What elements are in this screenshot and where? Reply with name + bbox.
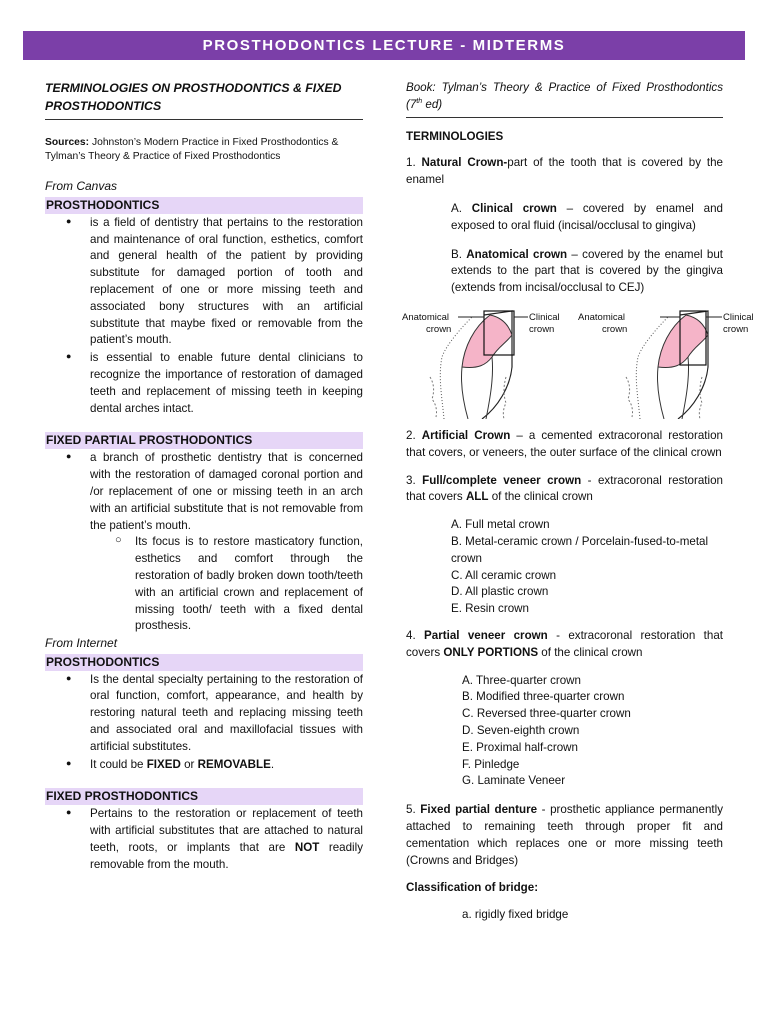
text-run: A. [451, 201, 472, 215]
superscript: th [416, 97, 423, 105]
tooth-diagram [402, 307, 768, 419]
text-run: – covered by enamel and exposed to oral fluid (incisal/occlusal to gingiva) [451, 201, 723, 232]
list-item: ● is a field of dentistry that pertains to the restoration and maintenance of oral function, esthetics, comfort and general health of the patient by providing substitute for damaged portion of tooth and replacement of one or more missing teeth and associated bony structures with an artificial substitute that maybe fixed or removable from the patient’s mouth. [45, 215, 363, 349]
text-run: ed) [422, 97, 443, 111]
list-item: ● is essential to enable future dental clinicians to recognize the importance of restoration of damaged teeth and replacement of missing teeth in keeping dental arches intact. [45, 350, 363, 417]
list-item: D. All plastic crown [451, 585, 549, 599]
label-crown-1: crown [426, 323, 452, 335]
sub-list [90, 534, 363, 635]
prosthodontics-list [45, 215, 363, 418]
list-item: B. Metal-ceramic crown / Porcelain-fused-to-metal crown [451, 534, 709, 565]
label-clinical-1: Clinical [529, 311, 560, 323]
text-run: or [180, 757, 198, 771]
label-crownc-2: crown [723, 323, 749, 335]
text-run: 1. [406, 156, 422, 170]
list-item: C. All ceramic crown [451, 568, 557, 582]
text-run: - extracoronal restoration that covers [406, 628, 723, 659]
text-run: of the clinical crown [538, 645, 643, 659]
sources-note [45, 136, 363, 165]
label-clinical-2: Clinical [723, 311, 754, 323]
term-partial-veneer-crown [406, 628, 723, 662]
text-run: . [270, 757, 275, 771]
text-run-bold: Natural Crown- [421, 156, 508, 170]
text-run: 5. [406, 803, 421, 817]
list-item [45, 806, 363, 873]
section-title-prosthodontics: PROSTHODONTICS [45, 197, 363, 214]
text-run-bold: Full/complete veneer crown [422, 473, 582, 487]
text-run: 4. [406, 628, 425, 642]
text-run: - prosthetic appliance permanently attached to remaining teeth through proper fit and cementation which replaces one or more missing teeth (Crowns and Bridges) [406, 803, 723, 867]
partial-veneer-types [406, 673, 723, 791]
term-full-veneer-crown [406, 473, 723, 507]
list-item: G. Laminate Veneer [462, 774, 566, 788]
label-anatomical-2: Anatomical [578, 311, 625, 323]
full-veneer-types [406, 517, 723, 618]
text-run: Book: Tylman’s Theory & Practice of Fixed Prosthodontics (7 [406, 81, 723, 111]
text-run-bold: Fixed partial denture [420, 803, 538, 817]
text-run-bold: ONLY PORTIONS [443, 645, 539, 659]
section-title-prosthodontics-internet: PROSTHODONTICS [45, 654, 363, 671]
term-natural-crown [406, 155, 723, 189]
text-run: part of the tooth that is covered by the enamel [406, 156, 724, 187]
sources-label: Sources: [45, 136, 90, 148]
term-anatomical-crown [406, 247, 723, 297]
label-crownc-1: crown [529, 323, 555, 335]
list-item: C. Reversed three-quarter crown [462, 707, 631, 721]
text-run: 3. [406, 473, 423, 487]
from-internet-label: From Internet [45, 636, 118, 651]
list-item-text: a branch of prosthetic dentistry that is concerned with the restoration of damaged coronal portion and /or replacement of one or missing teeth in an arch with an artificial substitute that is not removable from the patient’s mouth. [90, 451, 363, 532]
text-run: – a cemented extracoronal restoration that covers, or veneers, the outer surface of the clinical crown [406, 428, 724, 459]
page-banner: PROSTHODONTICS LECTURE - MIDTERMS [23, 31, 745, 60]
prosthodontics-internet-list [45, 672, 363, 774]
list-item: A. Three-quarter crown [462, 673, 581, 687]
text-run-bold: Partial veneer crown [424, 628, 548, 642]
list-item: ● Is the dental specialty pertaining to the restoration of oral function, comfort, appearance, and health by restoring natural teeth and replacing missing teeth and associated oral and maxillofacial tissues with artificial substitutes. [45, 672, 363, 756]
text-run: readily removable from the mouth. [90, 840, 364, 871]
text-run-bold: ALL [465, 490, 489, 504]
terminologies-heading: TERMINOLOGIES [406, 129, 504, 143]
classification-item: a. rigidly fixed bridge [462, 908, 569, 922]
text-run: - extracoronal restoration that covers [406, 473, 723, 504]
text-run: B. [451, 247, 467, 261]
term-clinical-crown [406, 201, 723, 235]
section-title-fixed-prosthodontics: FIXED PROSTHODONTICS [45, 788, 363, 805]
tooth-illustration-2 [626, 311, 722, 419]
text-run: – covered by the enamel but extends to the part that is covered by the gingiva (extends from incisal/occlusal to CEJ) [451, 247, 723, 295]
list-item: B. Modified three-quarter crown [462, 690, 625, 704]
text-run-bold: NOT [294, 840, 320, 854]
fixed-prosthodontics-list [45, 806, 363, 873]
list-item: E. Proximal half-crown [462, 740, 578, 754]
text-run-bold: Anatomical crown [466, 247, 568, 261]
text-run-bold: REMOVABLE [197, 757, 271, 771]
book-reference [406, 80, 723, 114]
term-fixed-partial-denture [406, 802, 723, 869]
left-heading-rule [45, 119, 363, 120]
crown-figure [402, 307, 754, 419]
left-heading: TERMINOLOGIES ON PROSTHODONTICS & FIXED PROSTHODONTICS [45, 81, 342, 113]
list-item: D. Seven-eighth crown [462, 723, 580, 737]
list-item [45, 450, 363, 635]
term-artificial-crown [406, 428, 723, 462]
text-run-bold: Artificial Crown [421, 428, 511, 442]
list-item: F. Pinledge [462, 757, 520, 771]
list-item [45, 757, 363, 774]
label-anatomical-1: Anatomical [402, 311, 449, 323]
text-run: of the clinical crown [488, 490, 593, 504]
list-item: E. Resin crown [451, 602, 529, 616]
text-run-bold: Clinical crown [471, 201, 557, 215]
classification-title: Classification of bridge: [406, 881, 539, 895]
from-canvas-label: From Canvas [45, 179, 118, 194]
label-crown-2: crown [602, 323, 628, 335]
text-run: It could be [90, 757, 147, 771]
list-item: A. Full metal crown [451, 518, 550, 532]
sub-list-item: ○ Its focus is to restore masticatory function, esthetics and comfort through the restoration of badly broken down tooth/teeth with an artificial crown and replacement of missing tooth/ teeth with a fixed dental prosthesis. [90, 534, 363, 635]
text-run-bold: FIXED [146, 757, 181, 771]
sources-text: Johnston’s Modern Practice in Fixed Prosthodontics & Tylman’s Theory & Practice of Fixed Prosthodontics [45, 136, 339, 163]
text-run: Pertains to the restoration or replacement of teeth with artificial substitutes that are attached to natural teeth, roots, or implants that are [90, 807, 363, 854]
section-title-fixed-partial-prosthodontics: FIXED PARTIAL PROSTHODONTICS [45, 432, 363, 449]
left-column [45, 80, 363, 874]
text-run: 2. [406, 428, 422, 442]
right-column [402, 80, 754, 924]
fixed-partial-list [45, 450, 363, 635]
